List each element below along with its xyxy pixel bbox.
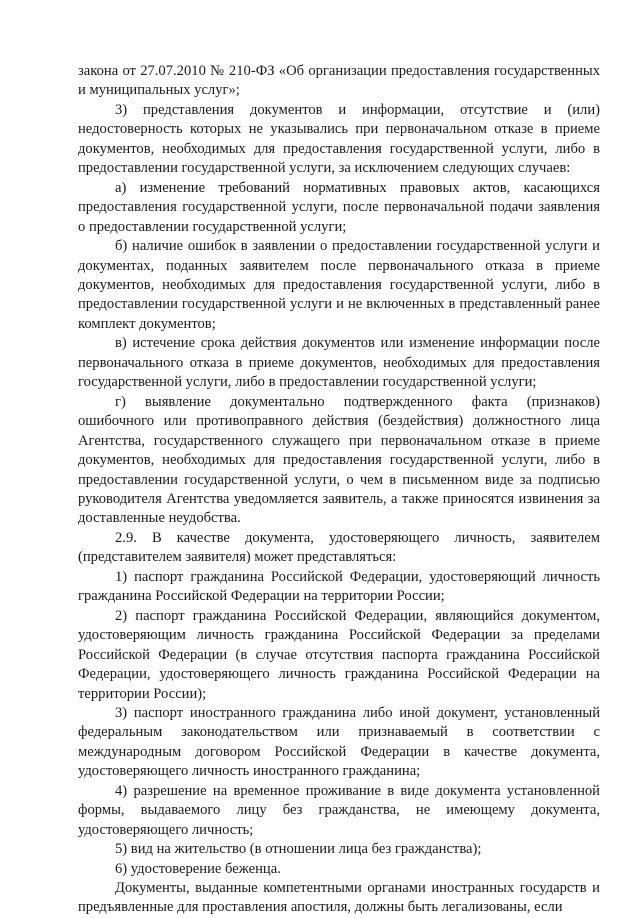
- paragraph-item-3: 3) представления документов и информации, отсутствие и (или) недостоверность которых не указывались при первоначальном отказе в приеме документов, необходимых для предоставления государственной услуги, либо в предоставлении государственной услуги, за исключением следующих случаев:: [78, 101, 600, 177]
- paragraph-subitem-b: б) наличие ошибок в заявлении о предоставлении государственной услуги и документах, поданных заявителем после первоначального отказа в приеме документов, необходимых для предоставления государственной услуги, либо в предоставлении государственной услуги и не включенных в представленный ранее комплект документов;: [78, 238, 600, 332]
- list-item-2: 2) паспорт гражданина Российской Федерации, являющийся документом, удостоверяющим личность гражданина Российской Федерации за пределами Российской Федерации (в случае отсутствия паспорта гражданина Российской Федерации, удостоверяющего личность гражданина Российской Федерации на территории России);: [78, 607, 600, 702]
- paragraph-subitem-a: а) изменение требований нормативных правовых актов, касающихся предоставления государственной услуги, после первоначальной подачи заявления о предоставлении государственной услуги;: [78, 179, 600, 235]
- list-item-4: 4) разрешение на временное проживание в виде документа установленной формы, выдаваемого лицу без гражданства, не имеющему документа, удостоверяющего личность;: [78, 782, 600, 838]
- list-item-3: 3) паспорт иностранного гражданина либо иной документ, установленный федеральным законодательством или признаваемый в соответствии с международным договором Российской Федерации в качестве документа, удостоверяющего личность иностранного гражданина;: [78, 704, 600, 780]
- paragraph-subitem-v: в) истечение срока действия документов или изменение информации после первоначального отказа в приеме документов, необходимых для предоставления государственной услуги, либо в предоставлении государственной услуги;: [78, 335, 600, 391]
- paragraph-foreign-documents: Документы, выданные компетентными органами иностранных государств и предъявленные для проставления апостиля, должны быть легализованы, если: [78, 880, 600, 916]
- paragraph-law-reference: закона от 27.07.2010 № 210-ФЗ «Об организации предоставления государственных и муниципальных услуг»;: [78, 63, 600, 99]
- paragraph-subitem-g: г) выявление документально подтвержденного факта (признаков) ошибочного или противоправного действия (бездействия) должностного лица Агентства, государственного служащего при первоначальном отказе в приеме документов, необходимых для предоставления государственной услуги, либо в предоставлении государственной услуги, о чем в письменном виде за подписью руководителя Агентства уведомляется заявитель, а также приносятся извинения за доставленные неудобства.: [78, 393, 600, 527]
- paragraph-section-2-9: 2.9. В качестве документа, удостоверяющего личность, заявителем (представителем заявителя) может представляться:: [78, 529, 600, 566]
- list-item-6: 6) удостоверение беженца.: [115, 860, 281, 877]
- document-page: [78, 62, 600, 918]
- list-item-1: 1) паспорт гражданина Российской Федерации, удостоверяющий личность гражданина Российской Федерации на территории России;: [78, 568, 600, 605]
- list-item-5: 5) вид на жительство (в отношении лица без гражданства);: [115, 841, 482, 858]
